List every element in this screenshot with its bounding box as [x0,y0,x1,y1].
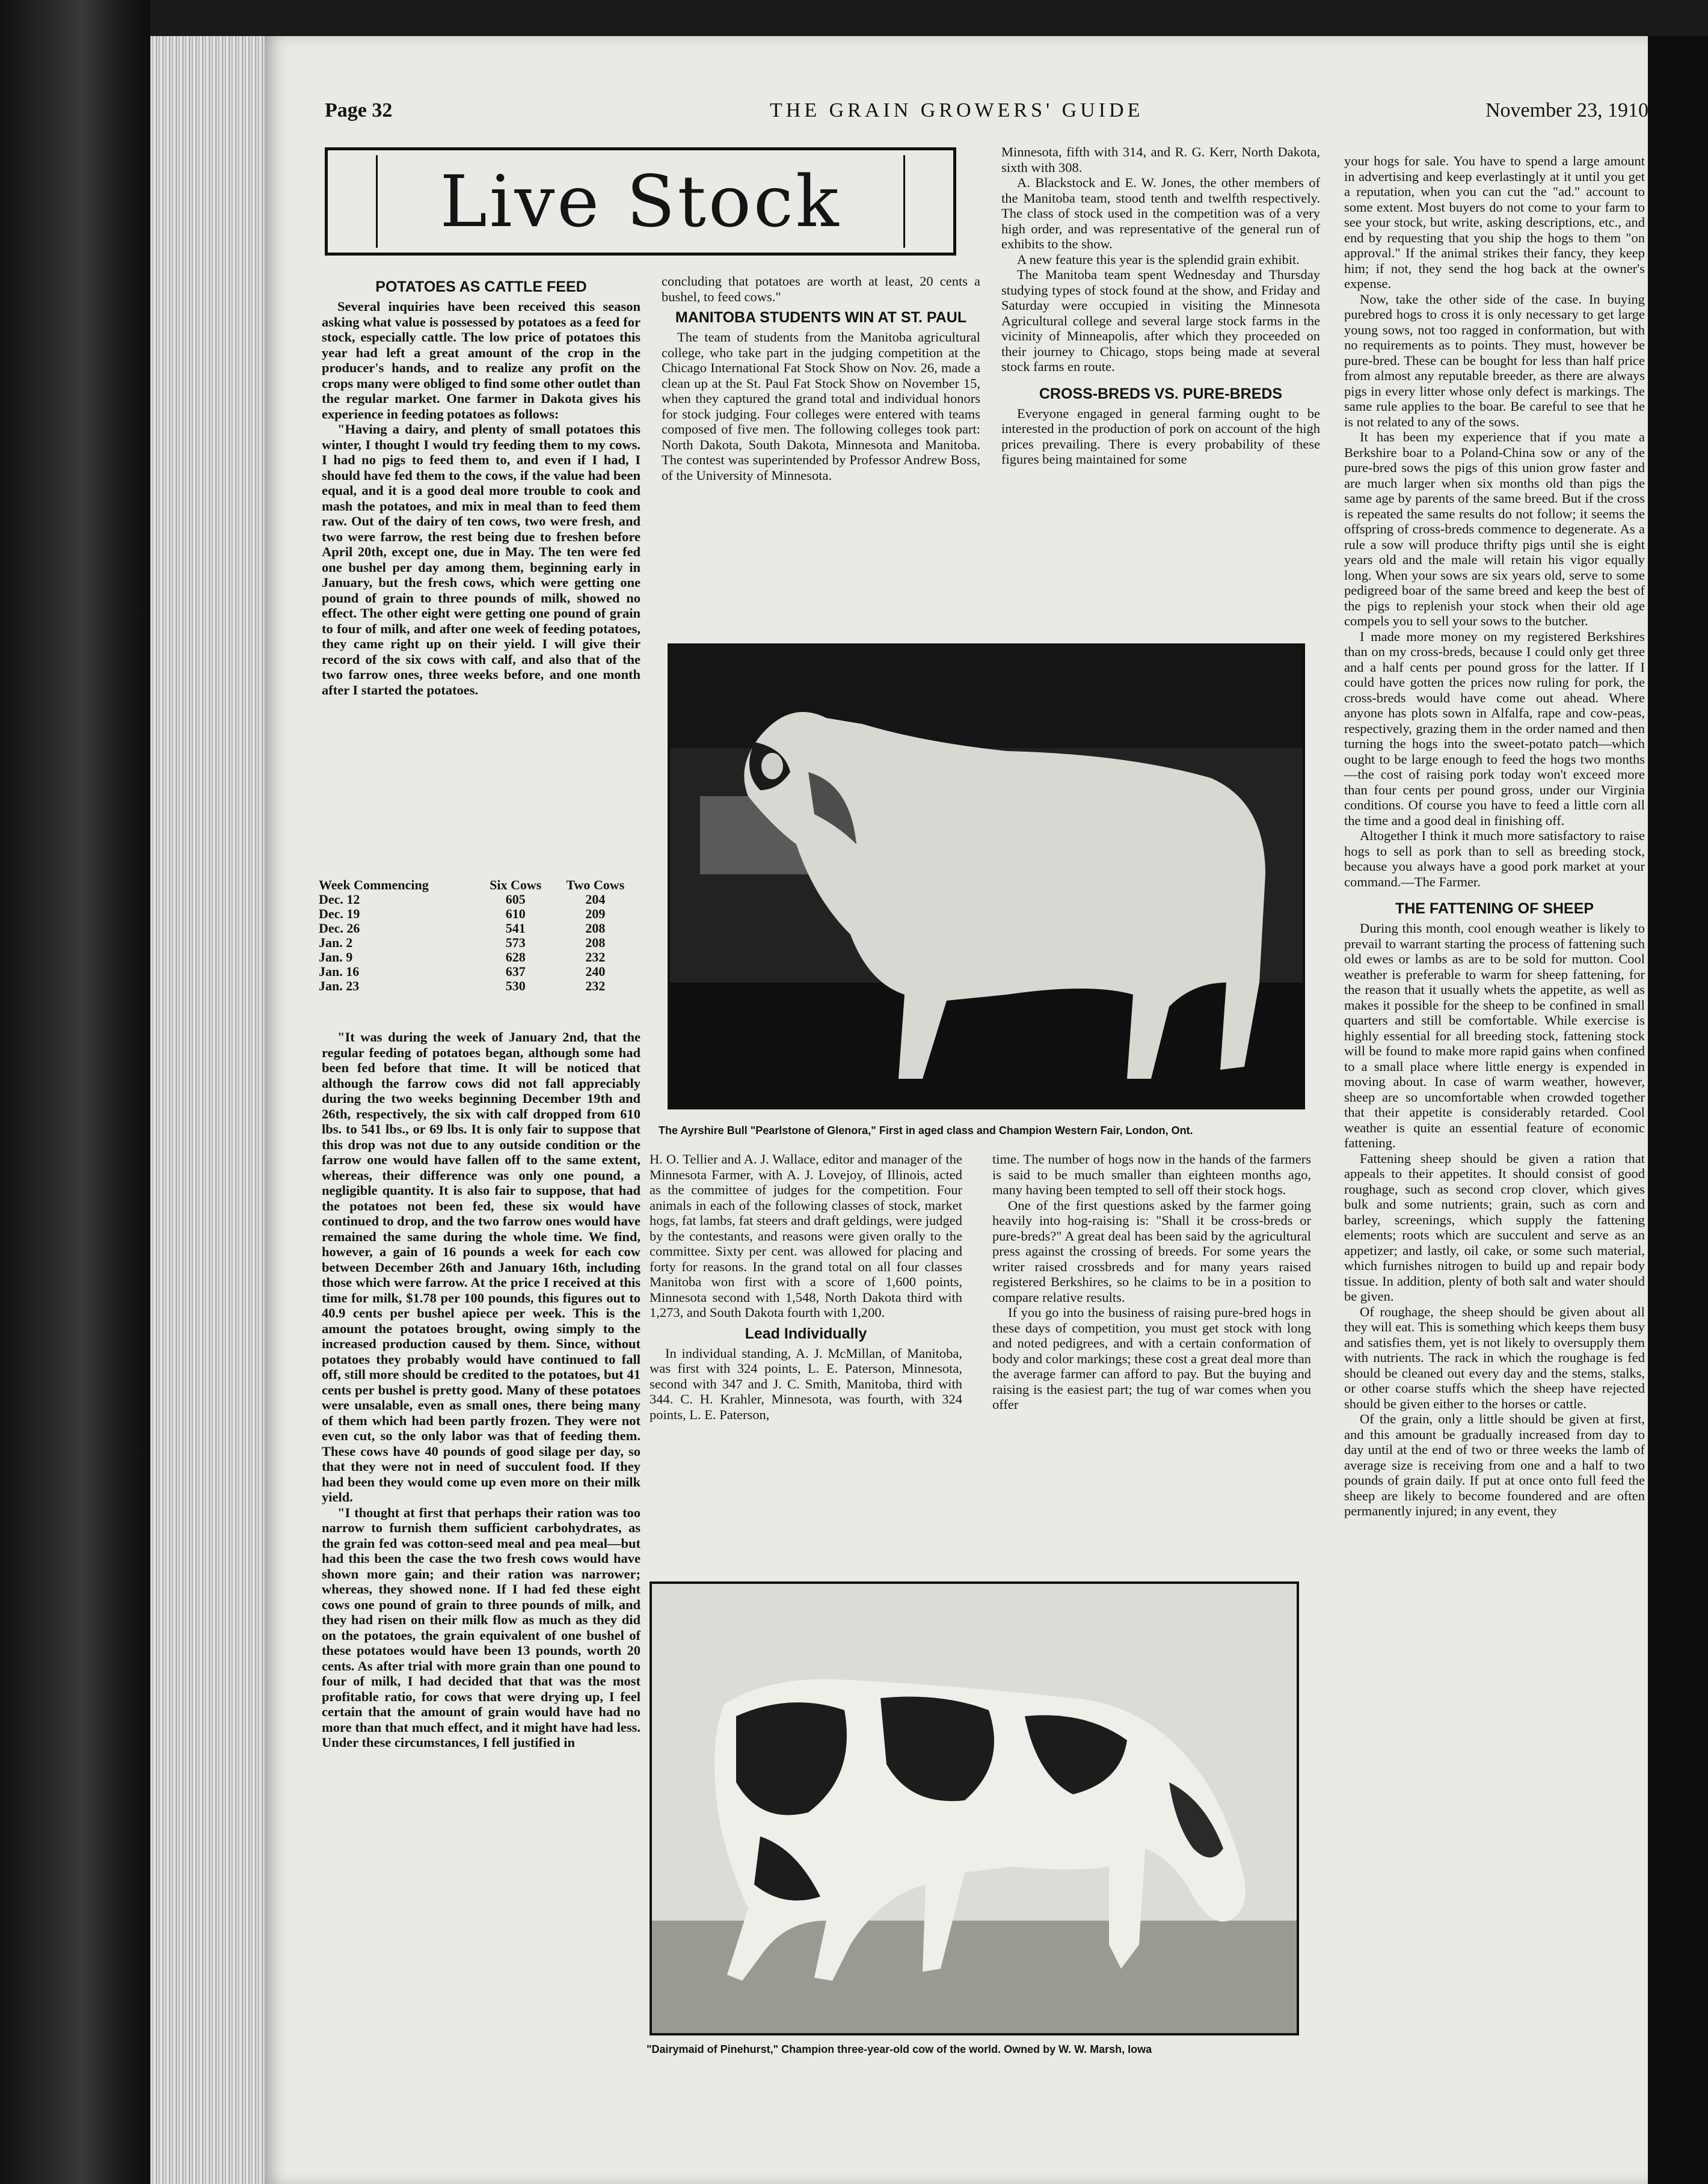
paragraph: It has been my experience that if you mate a Berkshire boar to a Poland-China sow or any of the pure-bred sows the pigs of this union grow faster and are much larger when six months old than pigs the same age by parents of the same breed. But if the cross is repeated the same results do not follow; it seems the offspring of cross-breds commence to degenerate. As a rule a sow will produce thrifty pigs until she is eight years old and the male will retain his vigor equally long. When your sows are six years old, serve to some pedigreed boar of the same breed and keep the best of the pigs to replenish your stock when their old age compels you to sell your sows to the butcher. [1344,429,1645,628]
table-header-two-cows: Two Cows [566,877,625,892]
table-row [319,936,637,950]
table-cell: 232 [585,978,606,993]
table-cell: 208 [585,921,606,936]
table-cell: 610 [505,906,526,921]
cow-illustration [652,1584,1297,2033]
column-3-bottom [992,1152,1311,1413]
table-cell: 240 [585,964,606,979]
paragraph: "I thought at first that perhaps their ration was too narrow to furnish them sufficient carbohydrates, as the grain fed was cotton-seed meal and pea meal—but had this been the case the two fresh cows would have shown more gain; and their ration was narrower; whereas, they showed none. If I had fed these eight cows one pound of grain to three pounds of milk, and they had risen on their milk flow as much as they did on the potatoes, the grain equivalent of one bushel of these potatoes would have been 13 pounds, worth 20 cents. As after trial with more grain than one pound to four of milk, I had decided that that was the most profitable ratio, for cows that were drying up, I feel certain that the amount of grain would have had no more than that much effect, and it might have had less. Under these circumstances, I fell justified in [322,1505,640,1750]
section-banner-inner [376,155,905,248]
table-row [319,965,637,979]
paragraph: Minnesota, fifth with 314, and R. G. Kerr, North Dakota, sixth with 308. [1001,144,1320,175]
bull-illustration [670,646,1303,1107]
paragraph: One of the first questions asked by the farmer going heavily into hog-raising is: "Shall it be cross-breds or pure-breds?" A great deal has been said by the agricultural press against the crossing of breeds. For some years the writer raised crossbreds and for many years raised registered Berkshires, so he claims to be in a position to compare relative results. [992,1197,1311,1305]
paragraph: If you go into the business of raising pure-bred hogs in these days of competition, you must get stock with long and noted pedigrees, and with a certain conformation of body and color markings; these cost a great deal more than the average farmer can afford to pay. But the buying and raising is the easiest part; the tug of war comes when you offer [992,1305,1311,1412]
table-cell: 628 [505,949,526,965]
table-cell: Jan. 9 [319,949,353,965]
bull-photo [668,643,1305,1109]
publication-title: THE GRAIN GROWERS' GUIDE [770,99,1144,121]
table-row [319,892,637,907]
paragraph: The team of students from the Manitoba agricultural college, who take part in the judging competition at the Chicago International Fat Stock Show on Nov. 26, made a clean up at the St. Paul Fat Stock Show on November 15, when they captured the grand total and individual honors for stock judging. Four colleges were entered with teams composed of five men. The following colleges took part: North Dakota, South Dakota, Minnesota and Manitoba. The contest was superintended by Professor Andrew Boss, of the University of Minnesota. [662,330,980,483]
paragraph: Now, take the other side of the case. In buying purebred hogs to cross it is only necessary to get large young sows, not too ragged in conformation, but with no requirements as to points. They must, however be pure-bred. These can be bought for less than half price from almost any reputable breeder, as there are always pigs in every litter whose only defect is markings. The same rule applies to the boar. Be careful to see that he is not related to any of the sows. [1344,291,1645,429]
table-cell: Jan. 2 [319,935,353,950]
paragraph: "It was during the week of January 2nd, that the regular feeding of potatoes began, although some had been fed before that time. It will be noticed that although the farrow cows did not fall appreciably during the two weeks beginning December 19th and 26th, respectively, the six with calf dropped from 610 lbs. to 541 lbs., or 69 lbs. It is only fair to suppose that this drop was not due to any outside condition or the farrow one would have fallen off to the same extent, whereas, their difference was only one pound, a negligible quantity. It is also fair to suppose, that had the potatoes not been fed, these six would have continued to drop, and the two farrow ones would have remained the same during the whole time. We find, however, a gain of 16 pounds a week for each cow between December 26th and January 16th, including those which were farrow. At the price I received at this time for milk, $1.78 per 100 pounds, this figures out to 40.9 cents per bushel apiece per week. This is the amount the potatoes brought, owing simply to the increased production caused by them. Since, without potatoes they probably would have continued to fall off, still more should be credited to the potatoes, but 41 cents per bushel is pretty good. Many of these potatoes were unsalable, even as small ones, there being many of them which had been partly frozen. They were not even cut, so the only labor was that of feeding them. These cows have 40 pounds of good silage per day, so that they were not in need of succulent food. If they had been they would come up even more on their milk yield. [322,1029,640,1505]
table-cell: 232 [585,949,606,965]
book-binding [0,0,150,2184]
table-cell: Dec. 26 [319,921,360,936]
table-header-row [319,878,637,892]
paragraph: The Manitoba team spent Wednesday and Thursday studying types of stock found at the show, and Friday and Saturday were occupied in visiting the Minnesota Agricultural college and several large stock farms in the vicinity of Minneapolis, after which they proceeded on their journey to Chicago, stops being made at several stock farms en route. [1001,267,1320,374]
table-cell: 605 [505,892,526,907]
bull-photo-caption: The Ayrshire Bull "Pearlstone of Glenora," First in aged class and Champion Western Fair, London, Ont. [659,1124,1193,1136]
paragraph: Of roughage, the sheep should be given about all they will eat. This is something which keeps them busy and satisfies them, yet is not likely to oversupply them with nutrients. The rack in which the roughage is fed should be cleaned out every day and the stems, stalks, or other coarse stuffs which the sheep have rejected should be given either to the horses or cattle. [1344,1304,1645,1411]
table-cell: 637 [505,964,526,979]
paragraph: concluding that potatoes are worth at least, 20 cents a bushel, to feed cows." [662,274,980,304]
article-heading-manitoba: MANITOBA STUDENTS WIN AT ST. PAUL [675,309,967,326]
table-cell: Jan. 16 [319,964,360,979]
paragraph: Fattening sheep should be given a ration that appeals to their appetites. It should consist of good roughage, such as second crop clover, which gives bulk and some nutrients; grain, such as corn and barley, screenings, which supply the fattening elements; roots which are succulent and serve as an appetizer; and lastly, oil cake, or some such material, which furnishes nitrogen to build up and repair body tissue. In addition, plenty of both salt and water should be given. [1344,1150,1645,1304]
article-heading-potatoes: POTATOES AS CATTLE FEED [375,278,587,295]
table-row [319,950,637,965]
paragraph: A new feature this year is the splendid grain exhibit. [1017,251,1300,267]
paragraph: Several inquiries have been received this season asking what value is possessed by potatoes as a feed for stock, especially cattle. The low price of potatoes this year had left a great amount of the crop in the producer's hands, and to realize any profit on the crops many were obliged to find some other outlet than the regular market. One farmer in Dakota gives his experience in feeding potatoes as follows: [322,299,640,422]
paragraph: During this month, cool enough weather is likely to prevail to warrant starting the process of fattening such old ewes or lambs as are to be sold for mutton. Cool weather is preferable to warm for sheep fattening, for the reason that it usually whets the appetite, as well as makes it possible for the sheep to be confined in small quarters and still be comfortable. While exercise is highly essential for all breeding stock, fattening stock will be found to make more rapid gains when confined to a small place where little energy is expended in moving about. In case of warm weather, however, sheep are so uncomfortable when crowded together that their appetite is considerably retarded. Cool weather is quite an essential feature of economic fattening. [1344,921,1645,1150]
column-1-top [322,274,640,698]
paragraph: In individual standing, A. J. McMillan, of Manitoba, was first with 324 points, L. E. Paterson, Minnesota, second with 347 and J. C. Smith, Manitoba, third with 344. C. H. Krahler, Minnesota, was fourth, with 324 points, L. E. Paterson, [650,1345,962,1422]
table-cell: 530 [505,978,526,993]
section-title: Live Stock [440,160,841,243]
table-cell: Dec. 19 [319,906,360,921]
article-heading-crossbreds: CROSS-BREDS VS. PURE-BREDS [1039,385,1283,402]
paragraph: "Having a dairy, and plenty of small potatoes this winter, I thought I would try feeding them to my cows. I had no pigs to feed them to, and even if I had, I should have fed them to the cows, if the value had been equal, and it is a good deal more trouble to cook and mash the potatoes, and mix in meal than to feed them raw. Out of the dairy of ten cows, two were fresh, and two were farrow, the rest being due to freshen before April 20th, except one, due in May. The ten were fed one bushel per day among them, beginning early in January, but the fresh cows, which were getting one pound of grain to three pounds of milk, showed no effect. The other eight were getting one pound of grain to four of milk, and after one week of feeding potatoes, they came right up on their yield. I will give their record of the six cows with calf, and also that of the two farrow ones, three weeks before, and one month after I started the potatoes. [322,422,640,698]
paragraph: Of the grain, only a little should be given at first, and this amount be gradually increased from day to day until at the end of two or three weeks the lamb of average size is receiving from one and a half to two pounds of grain daily. If put at once onto full feed the sheep are likely to become foundered and are often permanently injured; in any event, they [1344,1411,1645,1518]
column-2-bottom [650,1152,962,1422]
column-1-bottom [322,1029,640,1750]
section-banner [325,147,956,256]
paragraph: A. Blackstock and E. W. Jones, the other members of the Manitoba team, stood tenth and twelfth respectively. The class of stock used in the competition was of a very high order, and was representative of the general run of exhibits to the show. [1001,175,1320,251]
table-header-six-cows: Six Cows [490,877,542,892]
table-cell: 204 [585,892,606,907]
cow-photo-caption: "Dairymaid of Pinehurst," Champion three-year-old cow of the world. Owned by W. W. Marsh, Iowa [647,2043,1152,2055]
table-cell: Jan. 23 [319,978,360,993]
paragraph: your hogs for sale. You have to spend a large amount in advertising and keep everlastingly at it until you get a reputation, when you can cut the "ad." account to some extent. Most buyers do not come to your farm to see your stock, but write, asking descriptions, etc., and end by requesting that you ship the hogs to them "on approval." If the animal strikes their fancy, they keep him; if not, they send the hog back at the owner's expense. [1344,153,1645,291]
article-heading-sheep: THE FATTENING OF SHEEP [1395,900,1594,917]
paragraph: time. The number of hogs now in the hands of the farmers is said to be much smaller than eighteen months ago, many having been tempted to sell off their stock hogs. [992,1152,1311,1197]
paragraph: Altogether I think it much more satisfactory to raise hogs to sell as pork than to sell as breeding stock, because you always have a good pork market at your command.—The Farmer. [1344,828,1645,889]
table-row [319,921,637,936]
table-cell: 573 [505,935,526,950]
milk-yield-table [319,878,637,993]
paragraph: Everyone engaged in general farming ought to be interested in the production of pork on account of the high prices prevailing. There is every probability of these figures being maintained for some [1001,405,1320,467]
issue-date: November 23, 1910 [1485,99,1649,121]
scan-right-background [1648,36,1708,2184]
table-cell: 541 [505,921,526,936]
table-cell: 209 [585,906,606,921]
table-header-week: Week Commencing [319,877,429,892]
table-cell: 208 [585,935,606,950]
cow-photo [650,1581,1299,2035]
table-row [319,979,637,993]
paragraph: I made more money on my registered Berkshires than on my cross-breds, because I could only get three and a half cents per pound gross for the latter. If I could have gotten the prices now ruling for pork, the cross-breds would have come out ahead. Where anyone has plots sown in Alfalfa, rape and cow-peas, respectively, grazing them in the order named and then turning the hogs into the sweet-potato patch—which ought to be large enough to feed the hogs two months—the cost of raising pork today won't exceed more than four cents per pound gross, under our Virginia conditions. Of course you have to feed a little corn all the time and a good deal in finishing off. [1344,628,1645,828]
page-stack-edge [150,36,277,2184]
column-4 [1344,153,1645,1519]
page-number: Page 32 [325,99,393,121]
paragraph: H. O. Tellier and A. J. Wallace, editor and manager of the Minnesota Farmer, with A. J. Lovejoy, of Illinois, acted as the committee of judges for the competition. Four animals in each of the following classes of stock, market hogs, fat lambs, fat steers and draft geldings, were judged by the contestants, and reasons were given orally to the committee. Sixty per cent. was allowed for placing and forty for reasons. In the grand total on all four classes Manitoba won first with a score of 1,600 points, Minnesota second with 1,548, North Dakota third with 1,273, and South Dakota fourth with 1,200. [650,1152,962,1320]
table-cell: Dec. 12 [319,892,360,907]
column-3-top [1001,144,1320,467]
column-2-top [662,274,980,483]
table-row [319,907,637,921]
subheading-lead-individually: Lead Individually [745,1325,867,1342]
